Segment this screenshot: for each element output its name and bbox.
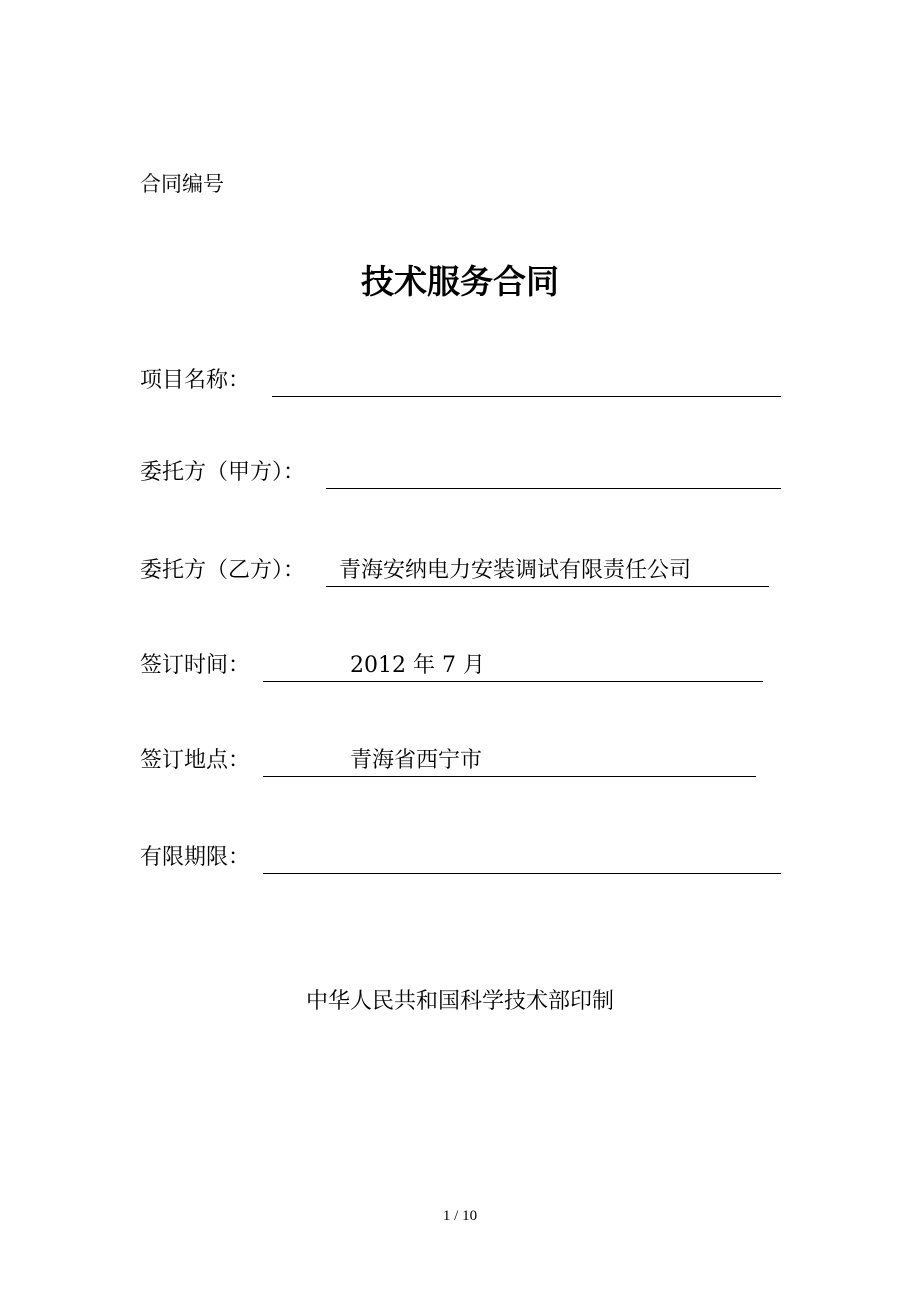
party-a-label: 委托方（甲方）： [140,460,306,485]
validity-period-line [263,843,781,874]
document-title: 技术服务合同 [361,262,559,301]
sign-date-value: 2012 年 7 月 [350,653,485,678]
sign-place-value: 青海省西宁市 [350,748,483,773]
party-a-line [326,458,781,489]
project-name-label: 项目名称： [140,368,251,393]
party-b-value: 青海安纳电力安装调试有限责任公司 [339,558,692,583]
sign-place-label: 签订地点： [140,748,251,773]
sign-place-line [263,746,756,777]
printer-credit: 中华人民共和国科学技术部印制 [305,989,614,1014]
sign-date-line [263,651,763,682]
project-name-line [272,366,781,397]
contract-number-label: 合同编号 [140,172,224,196]
validity-period-label: 有限期限： [140,845,251,870]
page-number: 1 / 10 [442,1208,478,1224]
sign-date-label: 签订时间： [140,653,251,678]
party-b-label: 委托方（乙方）： [140,558,306,583]
